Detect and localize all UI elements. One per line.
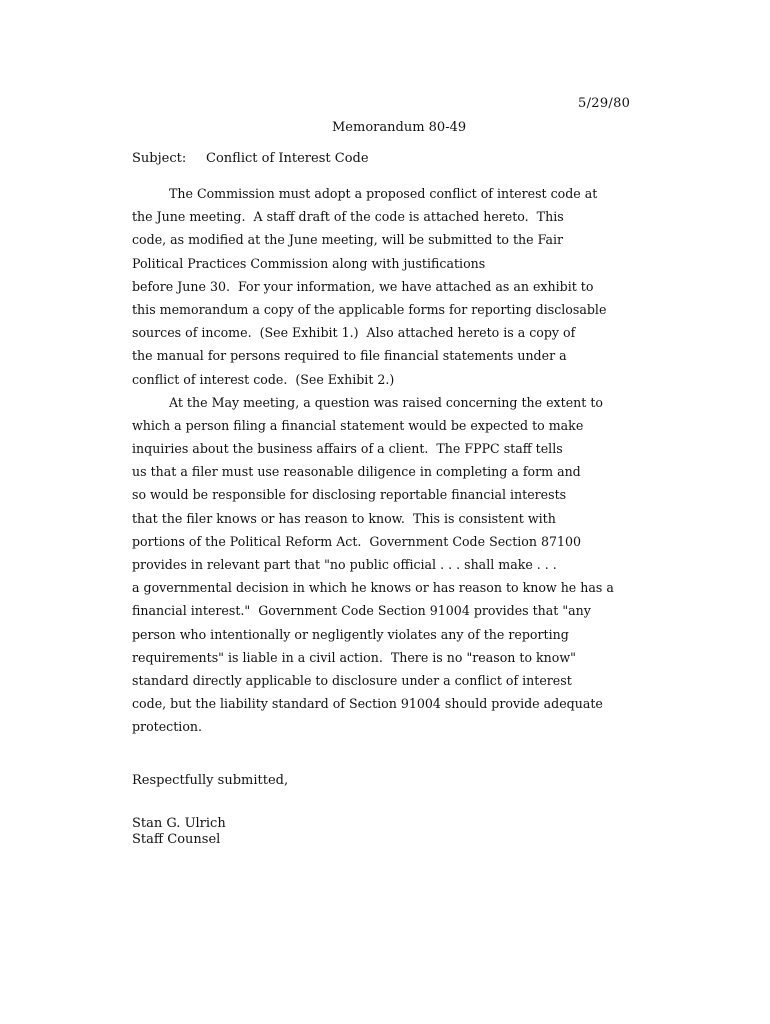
body-line: provides in relevant part that "no public official . . . shall make . . . [132, 557, 557, 572]
body-line: the manual for persons required to file financial statements under a [132, 348, 567, 364]
body-line: code, but the liability standard of Section 91004 should provide adequate [132, 696, 603, 712]
body-line: person who intentionally or negligently violates any of the reporting [132, 626, 569, 642]
subject-text: Conflict of Interest Code [206, 151, 369, 166]
closing-line: Respectfully submitted, [132, 773, 289, 788]
body-line: a governmental decision in which he knows or has reason to know he has a [132, 580, 614, 596]
signer-title: Staff Counsel [132, 832, 221, 847]
body-line: standard directly applicable to disclosure under a conflict of interest [132, 672, 572, 688]
body-line: At the May meeting, a question was raised concerning the extent to [169, 394, 603, 410]
body-line: sources of income. (See Exhibit 1.) Also attached hereto is a copy of [132, 325, 576, 341]
body-line: us that a filer must use reasonable diligence in completing a form and [132, 464, 581, 480]
signer-name: Stan G. Ulrich [132, 816, 226, 831]
memo-date: 5/29/80 [578, 96, 631, 111]
body-line: portions of the Political Reform Act. Government Code Section 87100 [132, 533, 582, 549]
subject-label: Subject: [132, 151, 187, 166]
body-line: requirements" is liable in a civil action. There is no "reason to know" [132, 649, 576, 665]
subject-line [132, 151, 369, 166]
body-line: that the filer knows or has reason to know. This is consistent with [132, 510, 556, 526]
memo-body [132, 182, 692, 739]
body-line: code, as modified at the June meeting, will be submitted to the Fair [132, 232, 564, 248]
body-line: inquiries about the business affairs of a client. The FPPC staff tells [132, 441, 563, 457]
body-line: which a person filing a financial statement would be expected to make [132, 417, 584, 433]
body-line: conflict of interest code. (See Exhibit 2.) [132, 371, 395, 387]
body-line: protection. [132, 719, 203, 735]
body-line: financial interest." Government Code Section 91004 provides that "any [132, 603, 591, 619]
signature-block [132, 816, 226, 848]
body-line: the June meeting. A staff draft of the code is attached hereto. This [132, 209, 564, 225]
body-line: The Commission must adopt a proposed conflict of interest code at [169, 186, 598, 201]
body-line: so would be responsible for disclosing reportable financial interests [132, 487, 567, 503]
body-line: this memorandum a copy of the applicable forms for reporting disclosable [132, 301, 607, 317]
body-line: Political Practices Commission along with justifications [132, 255, 486, 271]
body-line: before June 30. For your information, we have attached as an exhibit to [132, 278, 594, 294]
memo-title: Memorandum 80-49 [332, 120, 467, 135]
